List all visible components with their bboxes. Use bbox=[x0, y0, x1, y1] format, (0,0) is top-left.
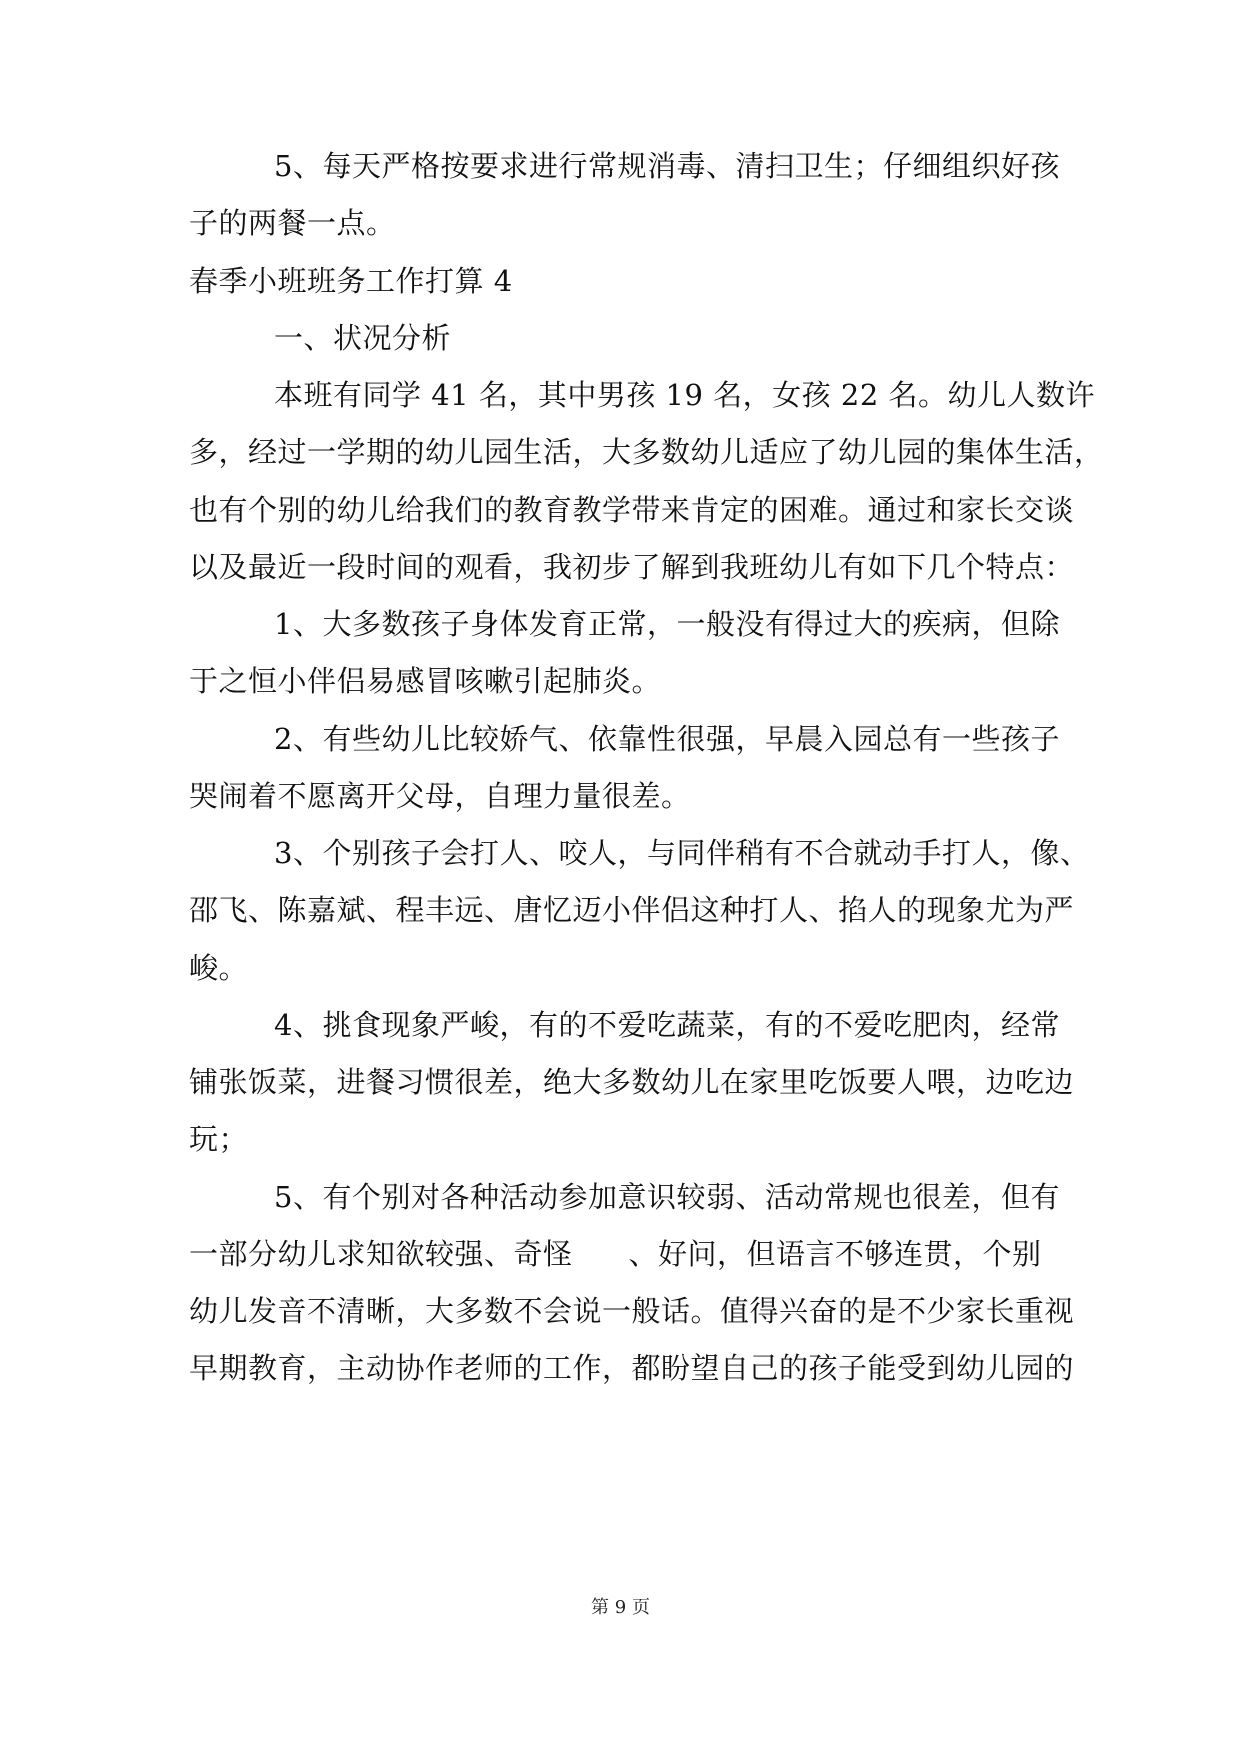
paragraph-line: 子的两餐一点。 bbox=[189, 206, 396, 240]
paragraph-line: 4、挑食现象严峻，有的不爱吃蔬菜，有的不爱吃肥肉，经常 bbox=[274, 1008, 1060, 1042]
paragraph-line: 玩； bbox=[189, 1122, 249, 1156]
paragraph-line: 多，经过一学期的幼儿园生活，大多数幼儿适应了幼儿园的集体生活， bbox=[189, 435, 1104, 469]
paragraph-line: 早期教育，主动协作老师的工作，都盼望自己的孩子能受到幼儿园的 bbox=[189, 1351, 1075, 1385]
paragraph-line: 幼儿发音不清晰，大多数不会说一般话。值得兴奋的是不少家长重视 bbox=[189, 1294, 1075, 1328]
paragraph-line: 以及最近一段时间的观看，我初步了解到我班幼儿有如下几个特点： bbox=[189, 550, 1075, 584]
paragraph-line: 1、大多数孩子身体发育正常，一般没有得过大的疾病，但除 bbox=[274, 607, 1060, 641]
paragraph-line-part: 、好问，但语言不够连贯，个别 bbox=[628, 1237, 1042, 1271]
paragraph-line: 本班有同学 41 名，其中男孩 19 名，女孩 22 名。幼儿人数许 bbox=[274, 378, 1096, 412]
paragraph-line: 2、有些幼儿比较娇气、依靠性很强，早晨入园总有一些孩子 bbox=[274, 722, 1060, 756]
paragraph-line-part: 一部分幼儿求知欲较强、奇怪 bbox=[189, 1237, 573, 1271]
paragraph-line: 铺张饭菜，进餐习惯很差，绝大多数幼儿在家里吃饭要人喂，边吃边 bbox=[189, 1065, 1075, 1099]
paragraph-line: 3、个别孩子会打人、咬人，与同伴稍有不合就动手打人，像、 bbox=[274, 836, 1090, 870]
paragraph-line: 哭闹着不愿离开父母，自理力量很差。 bbox=[189, 779, 691, 813]
paragraph-line: 也有个别的幼儿给我们的教育教学带来肯定的困难。通过和家长交谈 bbox=[189, 493, 1075, 527]
paragraph-line: 于之恒小伴侣易感冒咳嗽引起肺炎。 bbox=[189, 664, 662, 698]
page-number: 第 9 页 bbox=[591, 1597, 650, 1618]
paragraph-line: 5、有个别对各种活动参加意识较弱、活动常规也很差，但有 bbox=[274, 1180, 1060, 1214]
section-title: 春季小班班务工作打算 4 bbox=[189, 264, 513, 298]
paragraph-line: 5、每天严格按要求进行常规消毒、清扫卫生；仔细组织好孩 bbox=[274, 149, 1060, 183]
section-subheading: 一、状况分析 bbox=[274, 321, 452, 355]
paragraph-line: 峻。 bbox=[189, 951, 249, 985]
paragraph-line bbox=[189, 1234, 1042, 1274]
paragraph-line: 邵飞、陈嘉斌、程丰远、唐忆迈小伴侣这种打人、掐人的现象尤为严 bbox=[189, 893, 1075, 927]
